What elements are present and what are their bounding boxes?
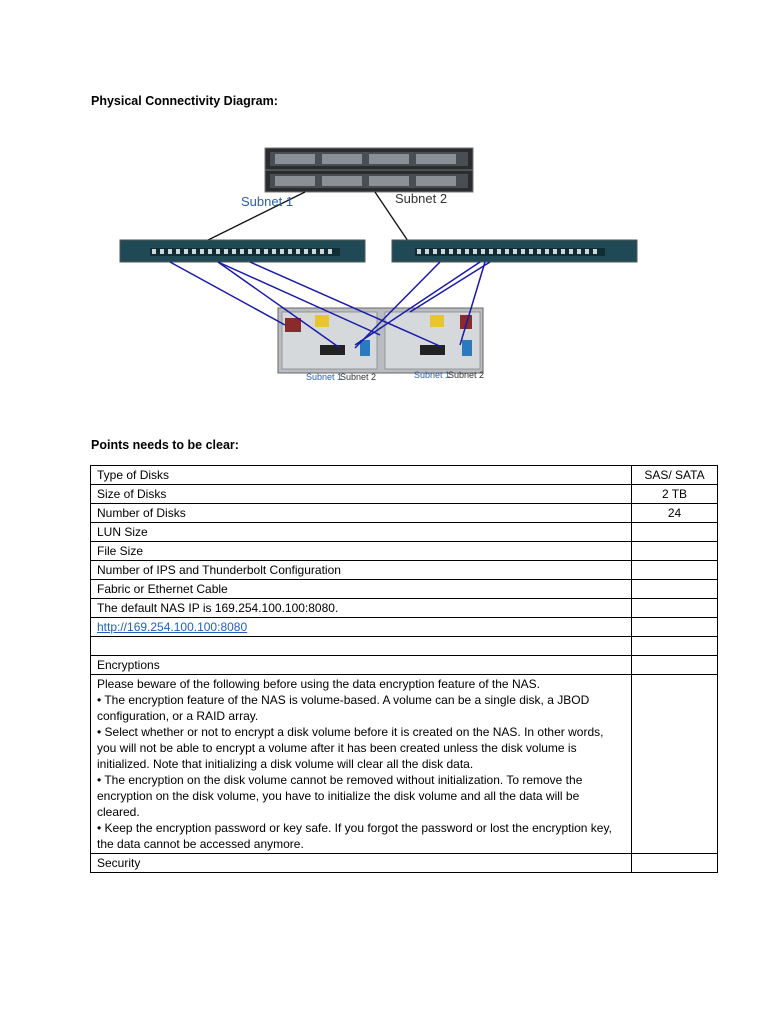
table-row-encryption-notes [91,675,718,854]
row-value: 2 TB [632,485,718,504]
points-heading: Points needs to be clear: [91,438,239,452]
server-bottom [265,170,473,192]
row-value [632,580,718,599]
row-label: Encryptions [91,656,632,675]
row-value [632,599,718,618]
nas-ip-link[interactable]: http://169.254.100.100:8080 [97,620,248,634]
encryption-paragraph: • The encryption feature of the NAS is volume-based. A volume can be a single disk, a JBOD configuration, or a RAID array. [97,693,590,723]
row-label: Security [91,854,632,873]
encryption-paragraph: • The encryption on the disk volume cannot be removed without initialization. To remove the encryption on the disk volume, you have to initialize the disk volume and all the data will be cleared. [97,773,583,819]
row-value [632,523,718,542]
row-label: Number of IPS and Thunderbolt Configuration [91,561,632,580]
row-label: LUN Size [91,523,632,542]
subnet1-label: Subnet 1 [241,194,294,209]
row-value [632,675,718,854]
row-label: Number of Disks [91,504,632,523]
row-label [91,618,632,637]
row-value [632,542,718,561]
spec-table [90,465,718,873]
switch-left [120,240,365,262]
diagram-heading: Physical Connectivity Diagram: [91,94,278,108]
table-row [91,618,718,637]
table-row [91,599,718,618]
table-row [91,504,718,523]
encryption-paragraph: Please beware of the following before using the data encryption feature of the NAS. [97,677,540,691]
row-value: SAS/ SATA [632,466,718,485]
storage-left-subnet1: Subnet 1 [306,372,343,382]
row-label: File Size [91,542,632,561]
table-row [91,466,718,485]
table-row [91,561,718,580]
row-label [91,637,632,656]
row-value [632,561,718,580]
table-row [91,542,718,561]
switch-right [392,240,637,262]
row-label: The default NAS IP is 169.254.100.100:8080. [91,599,632,618]
physical-connectivity-diagram [110,140,650,390]
table-row [91,485,718,504]
row-value: 24 [632,504,718,523]
row-label: Fabric or Ethernet Cable [91,580,632,599]
row-label: Type of Disks [91,466,632,485]
storage-left-subnet2: Subnet 2 [340,372,377,382]
table-row [91,656,718,675]
storage-right-subnet1: Subnet 1 [414,370,451,380]
row-value [632,854,718,873]
server-top [265,148,473,170]
table-row [91,580,718,599]
storage-unit [278,308,483,373]
subnet2-label: Subnet 2 [395,191,448,206]
table-row [91,637,718,656]
encryption-notes [91,675,632,854]
row-value [632,637,718,656]
table-row [91,523,718,542]
encryption-paragraph: • Select whether or not to encrypt a disk volume before it is created on the NAS. In other words, you will not be able to encrypt a volume after it has been created unless the disk volume is initialized. Note that initializing a disk volume will clear all the disk data. [97,725,604,771]
row-label: Size of Disks [91,485,632,504]
encryption-paragraph: • Keep the encryption password or key safe. If you forgot the password or lost the encryption key, the data cannot be accessed anymore. [97,821,612,851]
storage-right-subnet2: Subnet 2 [448,370,485,380]
row-value [632,618,718,637]
table-row [91,854,718,873]
row-value [632,656,718,675]
